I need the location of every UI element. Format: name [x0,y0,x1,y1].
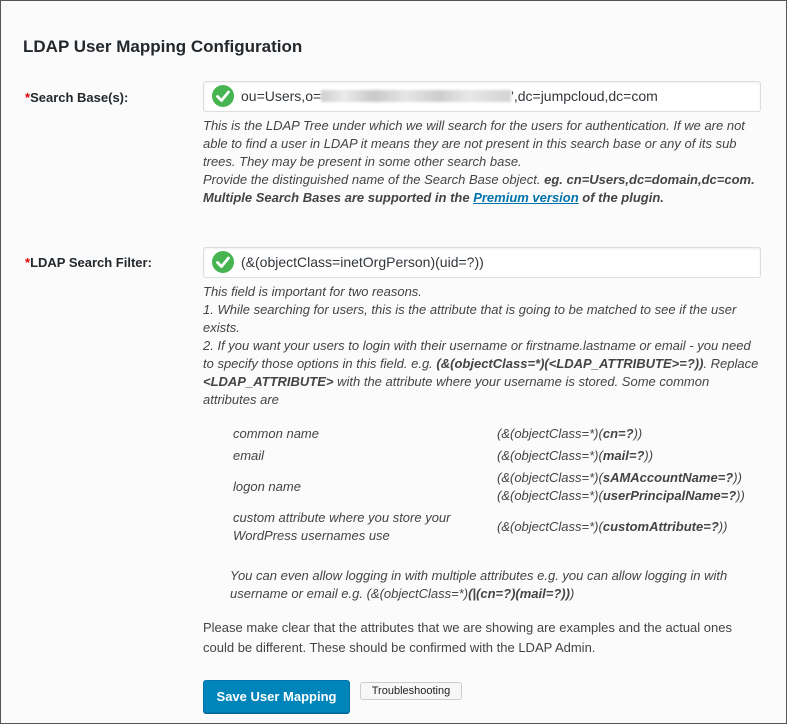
premium-version-link[interactable]: Premium version [473,190,579,205]
search-base-desc-1: This is the LDAP Tree under which we will search for the users for authentication. If we are not able to find a user in LDAP it means they are not present in this search base or any of its sub trees. They may be present in some other search base. [203,118,745,169]
attr-value: (&(objectClass=*)(userPrincipalName=?)) [497,488,745,503]
attr-name: logon name [233,479,301,494]
search-base-desc-2: Provide the distinguished name of the Search Base object. eg. cn=Users,dc=domain,dc=com. [203,172,755,187]
filter-desc-intro: This field is important for two reasons. [203,284,422,299]
search-base-label-text: Search Base(s): [30,90,129,105]
attr-value: (&(objectClass=*)(cn=?)) [497,426,643,441]
troubleshooting-button[interactable]: Troubleshooting [360,682,462,700]
search-filter-label [25,255,152,270]
attr-name: WordPress usernames use [233,528,390,543]
search-filter-label-text: LDAP Search Filter: [30,255,152,270]
redacted-text [321,90,511,102]
search-base-label [25,90,128,105]
multi-attribute-note: You can even allow logging in with multiple attributes e.g. you can allow logging in with username or email e.g. (&(objectClass=*)(|(cn=?)(mail=?))) [230,568,728,601]
search-filter-description [203,283,763,409]
attr-value: (&(objectClass=*)(sAMAccountName=?)) [497,470,742,485]
attr-value: (&(objectClass=*)(mail=?)) [497,448,654,463]
attributes-disclaimer: Please make clear that the attributes that we are showing are examples and the actual ones could be different. These should be confirmed with the LDAP Admin. [203,620,732,655]
search-filter-input[interactable] [203,247,761,278]
valid-check-icon [212,251,234,273]
attr-name: common name [233,426,319,441]
search-filter-value: (&(objectClass=inetOrgPerson)(uid=?)) [241,254,484,270]
search-base-value: ou=Users,o= ',dc=jumpcloud,dc=com [241,88,658,104]
attr-name: custom attribute where you store your [233,510,451,525]
filter-desc-point2: 2. If you want your users to login with their username or firstname.lastname or email - you need to specify those options in this field. e.g. (&(objectClass=*)(<LDAP_ATTRIBUTE>=?)). Replace <LDAP_ATTRIBUTE> with the attribute where your username is stored. Some common attributes are [203,338,759,407]
valid-check-icon [212,85,234,107]
required-mark: * [25,90,31,105]
attr-name: email [233,448,265,463]
required-mark: * [25,255,31,270]
search-base-description [203,117,763,207]
attr-value: (&(objectClass=*)(customAttribute=?)) [497,519,728,534]
filter-desc-point1: 1. While searching for users, this is the attribute that is going to be matched to see if the user exists. [203,302,737,335]
save-user-mapping-button[interactable]: Save User Mapping [203,680,350,713]
search-base-desc-3: Multiple Search Bases are supported in the Premium version of the plugin. [203,190,664,205]
page-title: LDAP User Mapping Configuration [23,37,303,56]
search-base-input[interactable] [203,81,761,112]
